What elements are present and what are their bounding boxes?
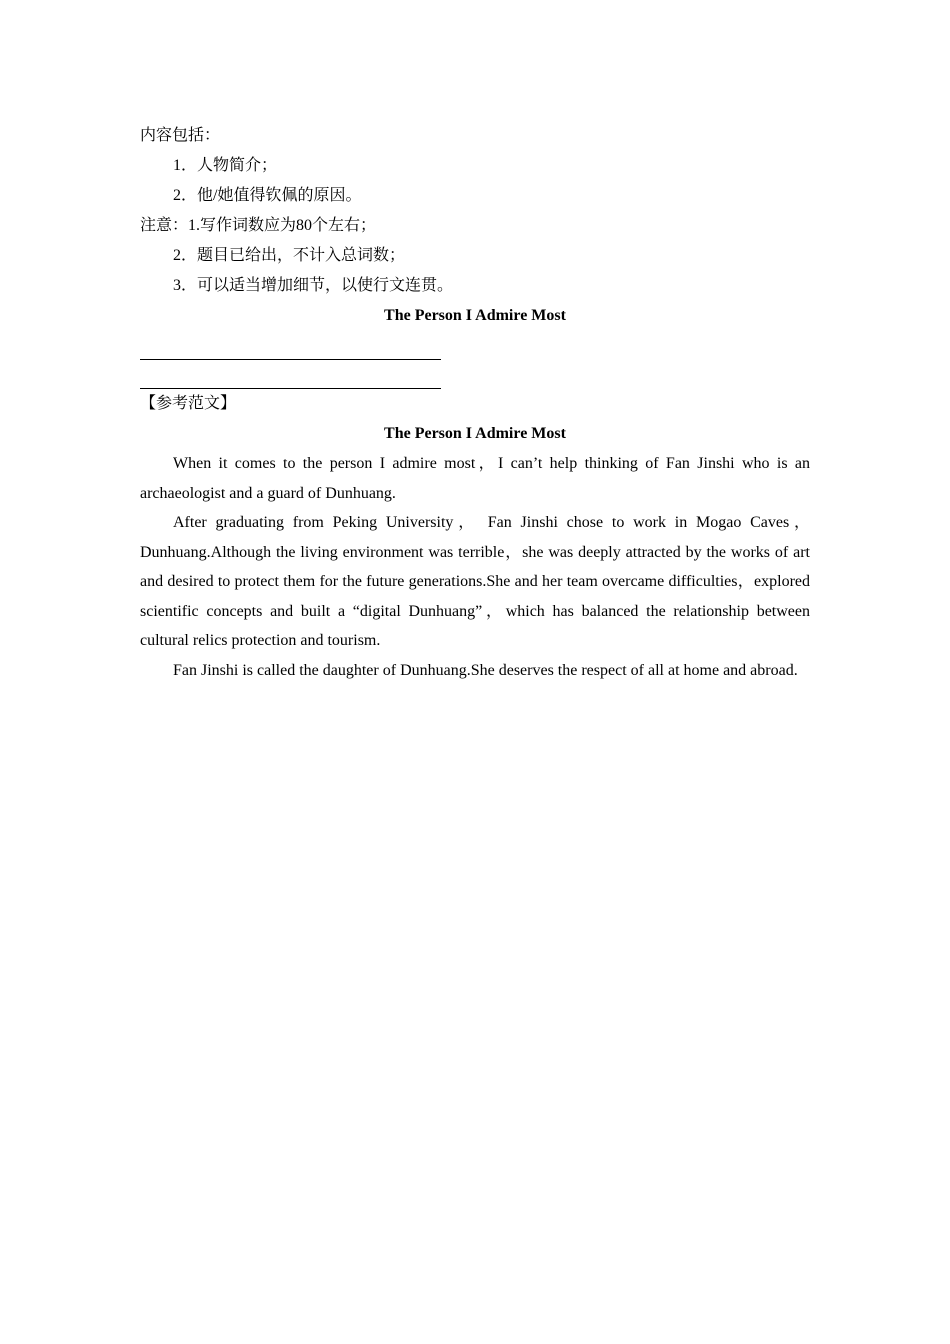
prompt-title: The Person I Admire Most [384, 307, 566, 324]
notes-item-2: 2．题目已给出，不计入总词数； [173, 247, 406, 264]
answer-paragraph-3: Fan Jinshi is called the daughter of Dunhuang.She deserves the respect of all at home and abroad. [173, 661, 798, 679]
writing-blank-line-2 [140, 360, 441, 389]
content-item-2: 2．他/她值得钦佩的原因。 [173, 187, 362, 204]
content-item-1: 1．人物简介； [173, 157, 278, 174]
answer-paragraph-1: When it comes to the person I admire most，I can’t help thinking of Fan Jinshi who is an archaeologist and a guard of Dunhuang. [140, 455, 810, 502]
writing-blank-line-1 [140, 331, 441, 360]
content-label: 内容包括： [140, 127, 221, 144]
notes-item-3: 3．可以适当增加细节，以使行文连贯。 [173, 277, 454, 294]
answer-paragraph-2: After graduating from Peking University， Fan Jinshi chose to work in Mogao Caves，Dunhuang.Although the living environment was terrible，she was deeply attracted by the works of art and desired to protect them for the future generations.She and her team overcame difficulties，explored scientific concepts and built a “digital Dunhuang”，which has balanced the relationship between cultural relics protection and tourism. [140, 514, 810, 649]
reference-answer-tag: 【参考范文】 [140, 395, 237, 412]
document-page [140, 121, 810, 685]
notes-first: 注意：1.写作词数应为80个左右； [140, 217, 377, 234]
answer-title: The Person I Admire Most [384, 425, 566, 442]
